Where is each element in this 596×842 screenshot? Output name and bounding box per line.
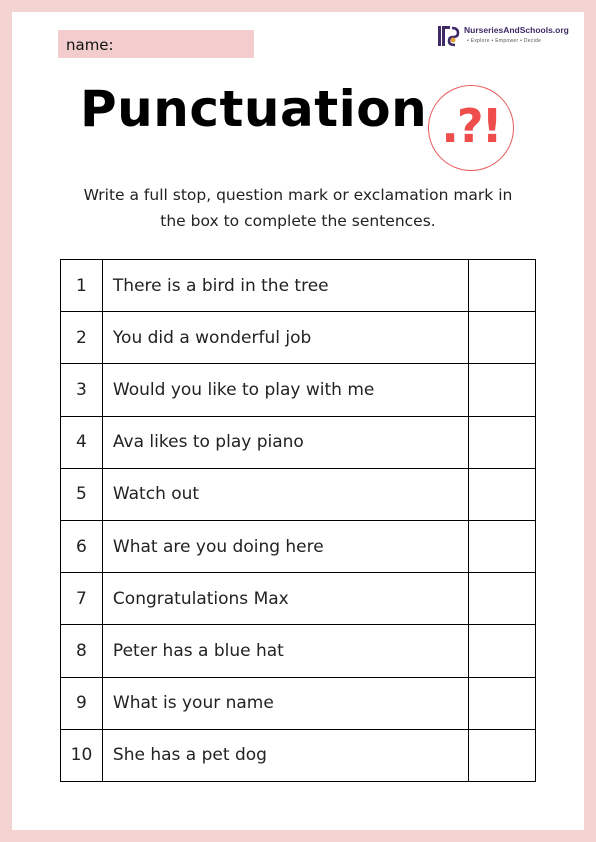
sentence-number: 10 — [61, 729, 103, 781]
sentence-number: 4 — [61, 416, 103, 468]
sentence-text: What is your name — [102, 677, 468, 729]
answer-box[interactable] — [469, 364, 536, 416]
answer-box[interactable] — [469, 260, 536, 312]
sentence-number: 9 — [61, 677, 103, 729]
sentence-text: There is a bird in the tree — [102, 260, 468, 312]
sentence-text: What are you doing here — [102, 520, 468, 572]
table-row — [61, 729, 536, 781]
badge-text: .?! — [441, 99, 501, 153]
logo-icon — [436, 24, 460, 48]
answer-box[interactable] — [469, 520, 536, 572]
sentence-number: 3 — [61, 364, 103, 416]
sentence-text: Congratulations Max — [102, 573, 468, 625]
table-row — [61, 364, 536, 416]
sentences-table — [60, 259, 536, 782]
sentence-number: 6 — [61, 520, 103, 572]
site-logo — [436, 24, 568, 50]
table-row — [61, 677, 536, 729]
sentence-text: Peter has a blue hat — [102, 625, 468, 677]
table-row — [61, 520, 536, 572]
logo-tagline: • Explore • Empower • Decide — [467, 38, 542, 44]
sentence-number: 2 — [61, 312, 103, 364]
answer-box[interactable] — [469, 468, 536, 520]
name-field[interactable] — [58, 30, 254, 58]
table-row — [61, 468, 536, 520]
sentence-number: 1 — [61, 260, 103, 312]
sentence-number: 7 — [61, 573, 103, 625]
sentence-number: 8 — [61, 625, 103, 677]
name-label: name: — [66, 36, 114, 54]
sentence-number: 5 — [61, 468, 103, 520]
page-title: Punctuation — [80, 80, 428, 138]
instructions — [60, 182, 536, 234]
sentence-text: Would you like to play with me — [102, 364, 468, 416]
table-row — [61, 416, 536, 468]
table-row — [61, 312, 536, 364]
answer-box[interactable] — [469, 416, 536, 468]
sentence-text: Watch out — [102, 468, 468, 520]
instructions-line-2: the box to complete the sentences. — [160, 212, 436, 230]
logo-name: NurseriesAndSchools.org — [464, 25, 569, 35]
instructions-line-1: Write a full stop, question mark or exclamation mark in — [83, 186, 513, 204]
sentence-text: She has a pet dog — [102, 729, 468, 781]
sentence-text: Ava likes to play piano — [102, 416, 468, 468]
table-row — [61, 573, 536, 625]
answer-box[interactable] — [469, 677, 536, 729]
answer-box[interactable] — [469, 312, 536, 364]
answer-box[interactable] — [469, 729, 536, 781]
answer-box[interactable] — [469, 625, 536, 677]
answer-box[interactable] — [469, 573, 536, 625]
punctuation-badge — [428, 85, 514, 171]
sentence-text: You did a wonderful job — [102, 312, 468, 364]
table-row — [61, 260, 536, 312]
table-row — [61, 625, 536, 677]
